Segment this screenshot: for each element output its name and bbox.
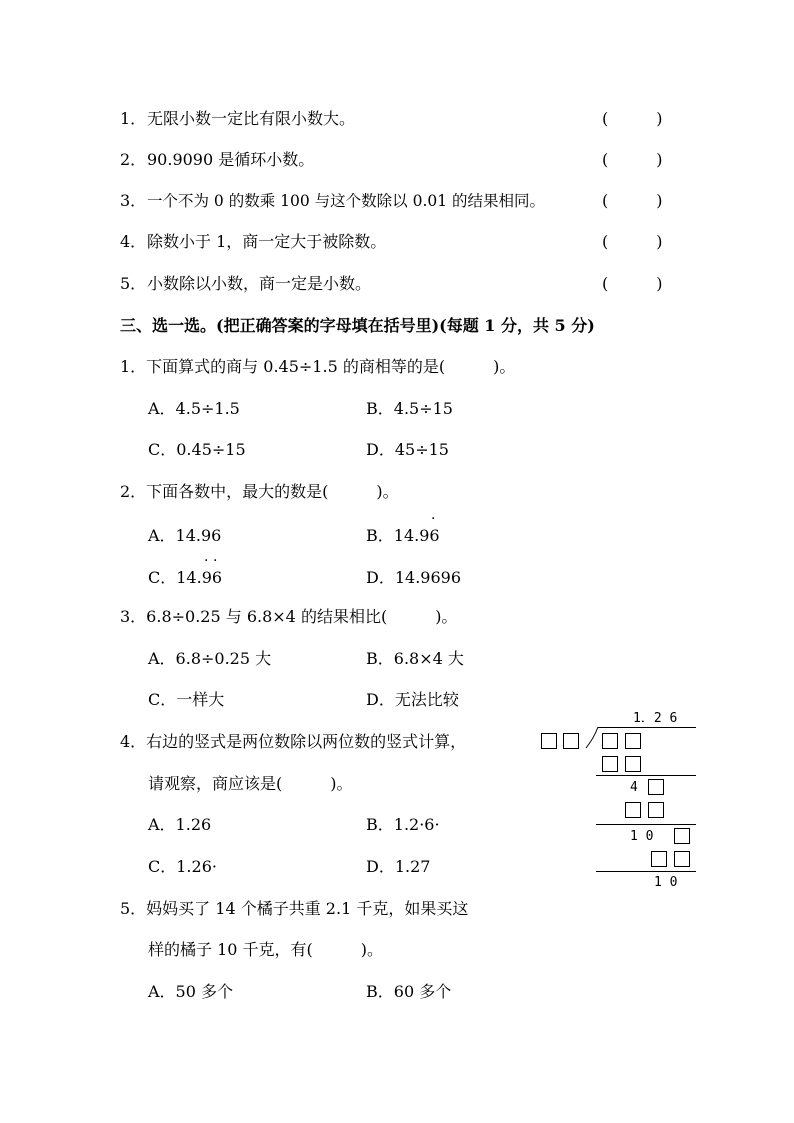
brought-down-box[interactable] <box>674 828 690 844</box>
judge-item-3-text: 一个不为 0 的数乘 100 与这个数除以 0.01 的结果相同。 <box>147 192 546 210</box>
remainder-digit: 4 <box>630 780 638 795</box>
division-bar <box>598 727 696 728</box>
q2-option-c[interactable]: C．14.96 <box>148 568 223 587</box>
q3-option-a[interactable]: A．6.8÷0.25 大 <box>148 649 272 668</box>
judge-item-5-text: 小数除以小数，商一定是小数。 <box>147 274 372 293</box>
q1-option-c[interactable]: C．0.45÷15 <box>148 440 246 459</box>
question-5-stem: 5．妈妈买了 14 个橘子共重 2.1 千克，如果买这 <box>120 899 469 918</box>
answer-bracket[interactable]: ( ) <box>602 274 663 293</box>
dividend-digit-box[interactable] <box>602 733 618 749</box>
q2-option-a[interactable]: A．14.96 <box>148 526 222 545</box>
subtraction-line <box>596 775 696 776</box>
question-5-stem-cont: 样的橘子 10 千克，有( )。 <box>148 940 384 959</box>
repeating-dot: · <box>431 511 436 527</box>
divisor-digit-box[interactable] <box>541 733 557 749</box>
dividend-digit-box[interactable] <box>625 733 641 749</box>
subtraction-line <box>596 871 696 872</box>
question-4-stem-cont: 请观察，商应该是( )。 <box>148 774 353 793</box>
final-remainder: 1 0 <box>654 875 678 890</box>
judge-item-4-num: 4． <box>120 232 147 251</box>
judge-item-4-text: 除数小于 1，商一定大于被除数。 <box>147 232 387 251</box>
question-2-stem: 2．下面各数中，最大的数是( )。 <box>120 482 399 501</box>
q1-option-b[interactable]: B．4.5÷15 <box>366 399 453 418</box>
q1-option-d[interactable]: D．45÷15 <box>366 440 449 459</box>
q3-option-d[interactable]: D．无法比较 <box>366 690 459 709</box>
divisor-digit-box[interactable] <box>563 733 579 749</box>
question-3-stem: 3．6.8÷0.25 与 6.8×4 的结果相比( )。 <box>120 607 458 626</box>
product-digit-box[interactable] <box>674 851 690 867</box>
q2-option-b[interactable]: B．14.96 <box>366 526 440 545</box>
remainder-digits: 1 0 <box>630 829 654 844</box>
product-digit-box[interactable] <box>625 802 641 818</box>
product-digit-box[interactable] <box>651 851 667 867</box>
division-bracket <box>584 726 602 750</box>
answer-bracket[interactable]: ( ) <box>602 109 663 128</box>
q2-option-d[interactable]: D．14.9696 <box>366 568 461 587</box>
judge-item-2-num: 2． <box>120 150 147 169</box>
judge-item-1-num: 1． <box>120 109 147 128</box>
q5-option-b[interactable]: B．60 多个 <box>366 982 452 1001</box>
repeating-dot: · <box>213 553 218 569</box>
product-digit-box[interactable] <box>648 802 664 818</box>
q4-option-b[interactable]: B．1.2·6· <box>366 815 440 834</box>
q4-option-a[interactable]: A．1.26 <box>148 815 212 834</box>
judge-item-2-text: 90.9090 是循环小数。 <box>147 150 315 169</box>
q1-option-a[interactable]: A．4.5÷1.5 <box>148 399 240 418</box>
answer-bracket[interactable]: ( ) <box>602 191 663 210</box>
q3-option-b[interactable]: B．6.8×4 大 <box>366 649 464 668</box>
judge-item-1-text: 无限小数一定比有限小数大。 <box>147 109 356 128</box>
product-digit-box[interactable] <box>625 756 641 772</box>
judge-item-3-num: 3． <box>120 191 147 210</box>
repeating-dot: · <box>204 553 209 569</box>
question-4-stem: 4．右边的竖式是两位数除以两位数的竖式计算， <box>120 732 467 751</box>
section-heading: 三、选一选。(把正确答案的字母填在括号里)(每题 1 分，共 5 分) <box>120 316 595 335</box>
question-1-stem: 1．下面算式的商与 0.45÷1.5 的商相等的是( )。 <box>120 357 516 376</box>
q4-option-c[interactable]: C．1.26· <box>148 857 217 876</box>
judge-item-5-num: 5． <box>120 274 147 293</box>
answer-bracket[interactable]: ( ) <box>602 232 663 251</box>
q3-option-c[interactable]: C．一样大 <box>148 690 225 709</box>
q4-option-d[interactable]: D．1.27 <box>366 857 431 876</box>
q5-option-a[interactable]: A．50 多个 <box>148 982 234 1001</box>
quotient: 1．2 6 <box>633 711 678 726</box>
subtraction-line <box>596 824 696 825</box>
brought-down-box[interactable] <box>648 779 664 795</box>
product-digit-box[interactable] <box>602 756 618 772</box>
answer-bracket[interactable]: ( ) <box>602 150 663 169</box>
